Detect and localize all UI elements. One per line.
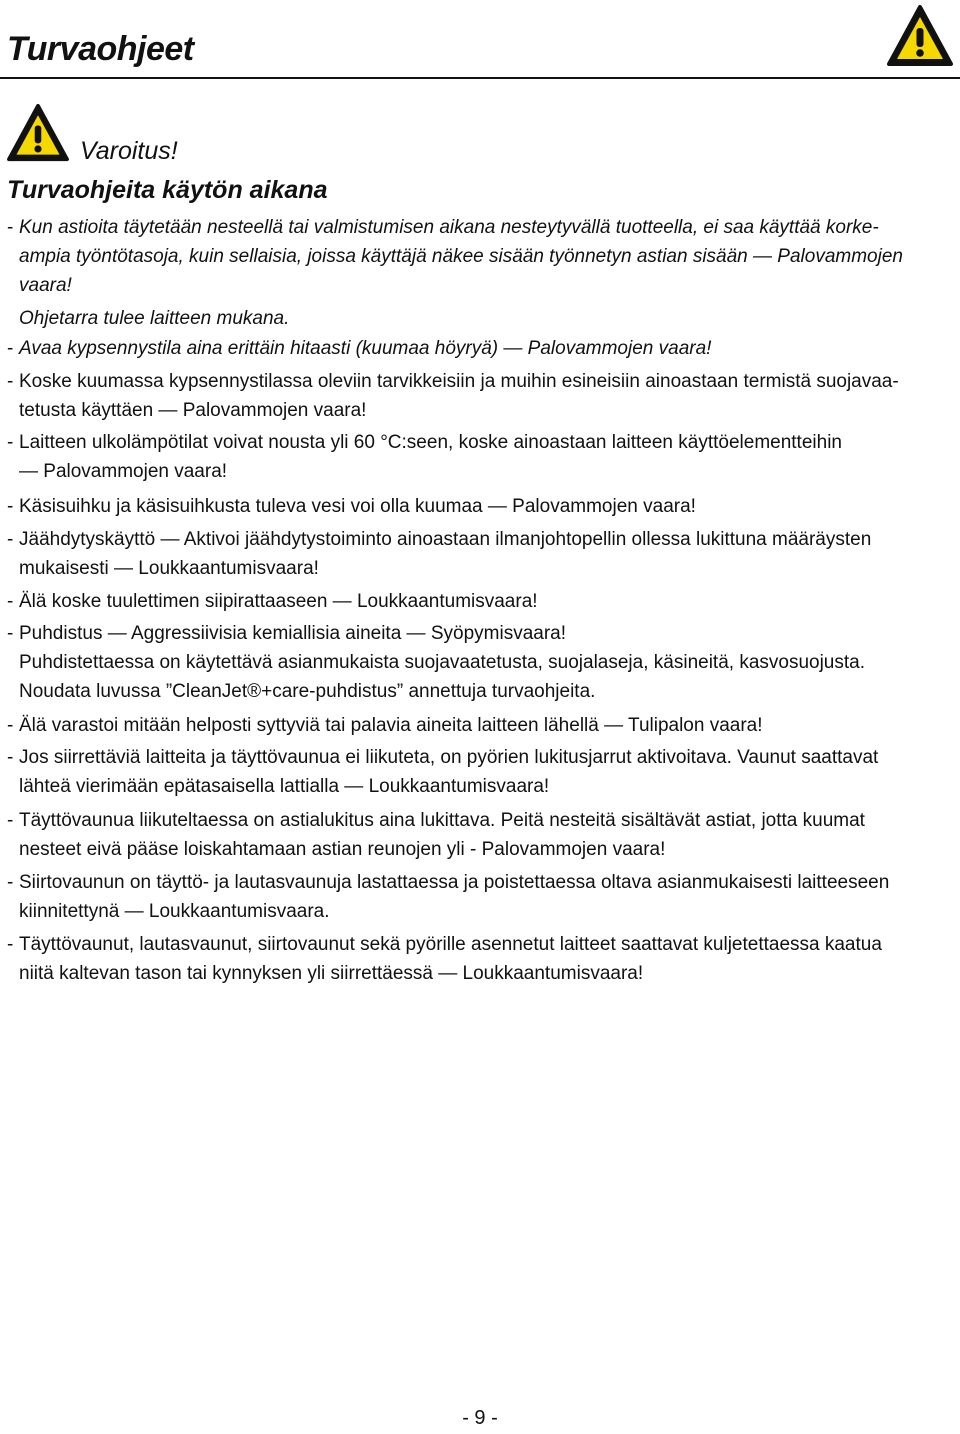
list-item-line: Täyttövaunut, lautasvaunut, siirtovaunut sekä pyörille asennetut laitteet saattavat kuljetettaessa kaatua [19, 934, 882, 955]
list-item-line: Käsisuihku ja käsisuihkusta tuleva vesi voi olla kuumaa — Palovammojen vaara! [19, 496, 696, 517]
bullet-dash: - [7, 872, 14, 893]
list-item-line: nesteet eivä pääse loiskahtamaan astian reunojen yli - Palovammojen vaara! [19, 839, 666, 860]
list-item [0, 367, 960, 425]
list-item [0, 743, 960, 801]
list-item-line: kiinnitettynä — Loukkaantumisvaara. [19, 901, 330, 922]
list-item [0, 619, 960, 706]
list-item-line: Puhdistus — Aggressiivisia kemiallisia aineita — Syöpymisvaara! [19, 623, 567, 644]
bullet-dash: - [7, 217, 14, 238]
warning-label: Varoitus! [80, 137, 178, 165]
warning-triangle-icon [6, 103, 70, 163]
list-item-line: — Palovammojen vaara! [19, 461, 228, 482]
list-item-line: vaara! [19, 275, 72, 296]
list-item-line: Noudata luvussa ”CleanJet®+care-puhdistus” annettuja turvaohjeita. [19, 681, 596, 702]
bullet-dash: - [7, 338, 14, 359]
list-item [0, 868, 960, 926]
list-item-line: Älä varastoi mitään helposti syttyviä tai palavia aineita laitteen lähellä — Tulipalon vaara! [19, 715, 763, 736]
list-item [0, 930, 960, 988]
list-item-line: niitä kaltevan tason tai kynnyksen yli siirrettäessä — Loukkaantumisvaara! [19, 963, 644, 984]
list-item-line: Älä koske tuulettimen siipirattaaseen — Loukkaantumisvaara! [19, 591, 538, 612]
page-title: Turvaohjeet [7, 30, 194, 68]
bullet-dash: - [7, 496, 14, 517]
page-number: - 9 - [462, 1407, 498, 1429]
list-item-line: Koske kuumassa kypsennystilassa oleviin tarvikkeisiin ja muihin esineisiin ainoastaan termistä suojavaa- [19, 371, 899, 392]
bullet-dash: - [7, 934, 14, 955]
list-item-line: tetusta käyttäen — Palovammojen vaara! [19, 400, 367, 421]
list-item-line: mukaisesti — Loukkaantumisvaara! [19, 558, 319, 579]
list-item-line: Puhdistettaessa on käytettävä asianmukaista suojavaatetusta, suojalaseja, käsineitä, kasvosuojusta. [19, 652, 866, 673]
warning-triangle-icon [886, 4, 954, 68]
list-item-line: Kun astioita täytetään nesteellä tai valmistumisen aikana nesteytyvällä tuotteella, ei saa käyttää korke- [19, 217, 879, 238]
section-heading: Turvaohjeita käytön aikana [7, 176, 328, 204]
bullet-dash: - [7, 371, 14, 392]
list-item-line: Avaa kypsennystila aina erittäin hitaasti (kuumaa höyryä) — Palovammojen vaara! [19, 338, 712, 359]
list-item [0, 525, 960, 583]
list-item [0, 587, 960, 616]
bullet-dash: - [7, 623, 14, 644]
bullet-dash: - [7, 715, 14, 736]
bullet-dash: - [7, 529, 14, 550]
list-item-line: lähteä vierimään epätasaisella lattialla — Loukkaantumisvaara! [19, 776, 550, 797]
list-item-line: Täyttövaunua liikuteltaessa on astialukitus aina lukittava. Peitä nesteitä sisältävät astiat, jotta kuumat [19, 810, 865, 831]
list-item [0, 213, 960, 333]
list-item-line: Jos siirrettäviä laitteita ja täyttövaunua ei liikuteta, on pyörien lukitusjarrut aktivoitava. Vaunut saattavat [19, 747, 879, 768]
list-item-line: ampia työntötasoja, kuin sellaisia, joissa käyttäjä näkee sisään työnnetyn astian sisään — Palovammojen [19, 246, 903, 267]
list-item [0, 492, 960, 521]
list-item [0, 334, 960, 363]
bullet-dash: - [7, 432, 14, 453]
bullet-dash: - [7, 747, 14, 768]
list-item [0, 711, 960, 740]
list-item-line: Laitteen ulkolämpötilat voivat nousta yli 60 °C:seen, koske ainoastaan laitteen käyttöelementteihin [19, 432, 842, 453]
header-divider [0, 77, 960, 79]
bullet-dash: - [7, 810, 14, 831]
list-item-line: Jäähdytyskäyttö — Aktivoi jäähdytystoiminto ainoastaan ilmanjohtopellin ollessa lukittuna määräysten [19, 529, 872, 550]
list-item [0, 806, 960, 864]
list-item [0, 428, 960, 486]
bullet-dash: - [7, 591, 14, 612]
list-item-line: Ohjetarra tulee laitteen mukana. [19, 308, 290, 329]
list-item-line: Siirtovaunun on täyttö- ja lautasvaunuja lastattaessa ja poistettaessa oltava asianmukaisesti laitteeseen [19, 872, 890, 893]
